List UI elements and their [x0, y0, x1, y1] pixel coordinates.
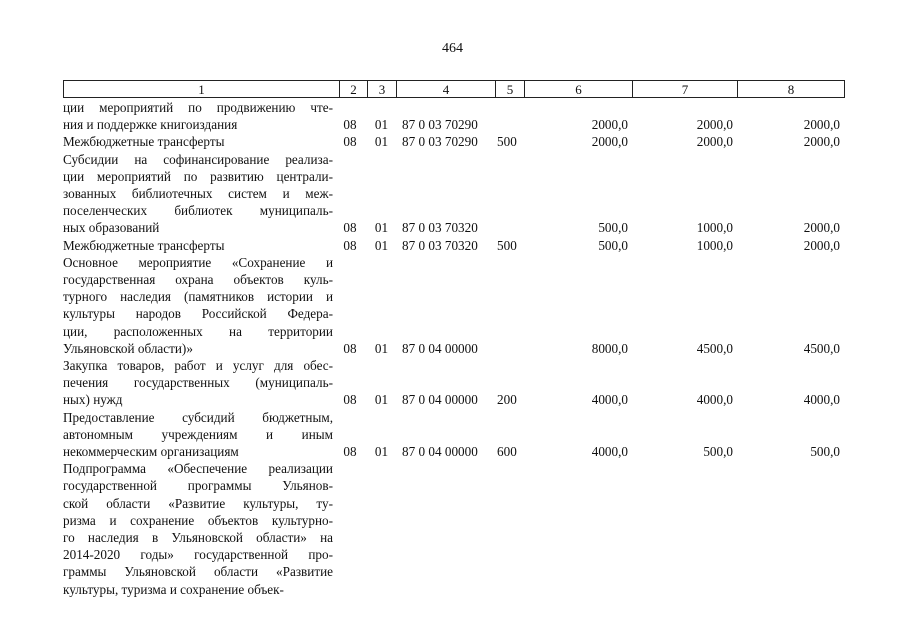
subsection-code: 01: [374, 392, 389, 408]
amount-year-2: 500,0: [703, 444, 733, 460]
description-line: автономным учреждениям и иным: [63, 426, 333, 442]
row-description: [63, 357, 333, 409]
description-line: некоммерческим организациям: [63, 444, 239, 460]
amount-year-3: 4500,0: [803, 340, 840, 356]
amount-year-1: 500,0: [598, 220, 628, 236]
amount-year-3: 2000,0: [803, 220, 840, 236]
section-code: [333, 460, 367, 598]
expense-type-code: 600: [497, 444, 517, 460]
subsection-code: 01: [374, 340, 389, 356]
amount-year-3: 2000,0: [803, 117, 840, 133]
amount-year-2: 1000,0: [696, 237, 733, 253]
table-row: [63, 237, 844, 254]
expense-type-code: [495, 460, 524, 598]
subsection-code: 01: [374, 237, 389, 253]
column-header-3: 3: [368, 81, 397, 98]
table-row: [63, 99, 844, 133]
section-code: 08: [343, 237, 357, 253]
expense-type-code: [495, 151, 524, 237]
description-line: культуры, туризма и сохранение объек-: [63, 581, 284, 597]
amount-year-3: 2000,0: [803, 134, 840, 150]
section-code: 08: [343, 444, 357, 460]
expense-type-code: 500: [497, 134, 517, 150]
description-line: ных образований: [63, 220, 160, 236]
row-description: [63, 99, 333, 133]
description-line: Субсидии на софинансирование реализа-: [63, 151, 333, 167]
row-description: [63, 460, 333, 598]
expense-type-code: [495, 99, 524, 133]
column-header-2: 2: [340, 81, 368, 98]
column-header-8: 8: [738, 81, 845, 98]
target-article-code: 87 0 04 00000: [402, 392, 478, 408]
amount-year-1: 2000,0: [591, 134, 628, 150]
description-line: государственная охрана объектов куль-: [63, 272, 333, 288]
description-line: ных) нужд: [63, 392, 123, 408]
description-line: ции мероприятий по развитию централи-: [63, 168, 333, 184]
description-line: зованных библиотечных систем и меж-: [63, 186, 333, 202]
description-line: 2014-2020 годы» государственной про-: [63, 547, 333, 563]
description-line: Подпрограмма «Обеспечение реализации: [63, 461, 333, 477]
table-row: [63, 409, 844, 461]
description-line: Предоставление субсидий бюджетным,: [63, 409, 333, 425]
subsection-code: [367, 460, 396, 598]
row-description: [63, 151, 333, 237]
expense-type-code: 500: [497, 237, 517, 253]
description-line: Основное мероприятие «Сохранение и: [63, 254, 333, 270]
section-code: 08: [343, 392, 357, 408]
expense-type-code: 200: [497, 392, 517, 408]
table-row: [63, 151, 844, 237]
section-code: 08: [343, 340, 357, 356]
subsection-code: 01: [374, 220, 389, 236]
amount-year-1: 500,0: [598, 237, 628, 253]
column-header-1: 1: [64, 81, 340, 98]
amount-year-3: 500,0: [810, 444, 840, 460]
description-line: го наследия в Ульяновской области» на: [63, 530, 333, 546]
row-description: [63, 133, 333, 150]
amount-year-2: 4500,0: [696, 340, 733, 356]
target-article-code: 87 0 04 00000: [402, 444, 478, 460]
description-line: культуры народов Российской Федера-: [63, 306, 333, 322]
table-row: [63, 254, 844, 357]
column-header-7: 7: [633, 81, 738, 98]
description-line: ния и поддержке книгоиздания: [63, 117, 238, 133]
column-header-4: 4: [397, 81, 496, 98]
table-row: [63, 357, 844, 409]
column-header-row: [63, 80, 845, 98]
subsection-code: 01: [374, 134, 389, 150]
description-line: ской области «Развитие культуры, ту-: [63, 495, 333, 511]
description-line: ции мероприятий по продвижению чте-: [63, 100, 333, 115]
description-line: Межбюджетные трансферты: [63, 134, 225, 150]
section-code: 08: [343, 134, 357, 150]
amount-year-2: 4000,0: [696, 392, 733, 408]
budget-table-body: [63, 99, 844, 598]
table-row: [63, 460, 844, 598]
description-line: Ульяновской области)»: [63, 340, 193, 356]
column-header-6: 6: [525, 81, 633, 98]
amount-year-2: 1000,0: [696, 220, 733, 236]
amount-year-1: 4000,0: [591, 444, 628, 460]
description-line: поселенческих библиотек муниципаль-: [63, 203, 333, 219]
amount-year-2: [632, 460, 737, 598]
amount-year-1: 2000,0: [591, 117, 628, 133]
section-code: 08: [343, 117, 357, 133]
target-article-code: 87 0 03 70290: [402, 117, 478, 133]
amount-year-3: 4000,0: [803, 392, 840, 408]
target-article-code: 87 0 03 70290: [402, 134, 478, 150]
row-description: [63, 254, 333, 357]
section-code: 08: [343, 220, 357, 236]
amount-year-1: 4000,0: [591, 392, 628, 408]
subsection-code: 01: [374, 444, 389, 460]
description-line: Закупка товаров, работ и услуг для обес-: [63, 358, 333, 374]
target-article-code: 87 0 04 00000: [402, 340, 478, 356]
page-number: 464: [442, 41, 463, 56]
description-line: государственной программы Ульянов-: [63, 478, 333, 494]
amount-year-1: 8000,0: [591, 340, 628, 356]
description-line: турного наследия (памятников истории и: [63, 289, 333, 305]
amount-year-1: [524, 460, 632, 598]
description-line: ции, расположенных на территории: [63, 323, 333, 339]
target-article-code: [396, 460, 495, 598]
description-line: печения государственных (муниципаль-: [63, 375, 333, 391]
column-header-5: 5: [496, 81, 525, 98]
subsection-code: 01: [374, 117, 389, 133]
amount-year-2: 2000,0: [696, 117, 733, 133]
amount-year-3: 2000,0: [803, 237, 840, 253]
target-article-code: 87 0 03 70320: [402, 237, 478, 253]
table-row: [63, 133, 844, 150]
description-line: граммы Ульяновской области «Развитие: [63, 564, 333, 580]
row-description: [63, 237, 333, 254]
expense-type-code: [495, 254, 524, 357]
amount-year-3: [737, 460, 844, 598]
amount-year-2: 2000,0: [696, 134, 733, 150]
target-article-code: 87 0 03 70320: [402, 220, 478, 236]
row-description: [63, 409, 333, 461]
description-line: Межбюджетные трансферты: [63, 237, 225, 253]
description-line: ризма и сохранение объектов культурно-: [63, 512, 333, 528]
